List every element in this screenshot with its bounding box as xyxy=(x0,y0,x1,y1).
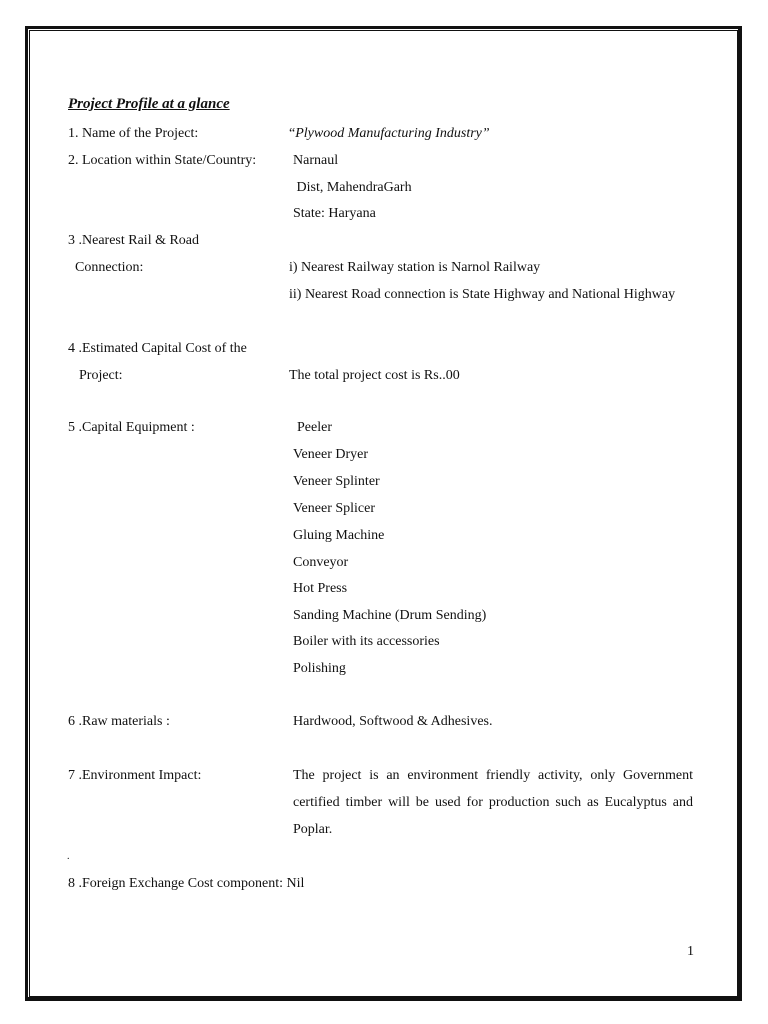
item-4-value: The total project cost is Rs..00 xyxy=(289,368,460,383)
item-1-value-text: Plywood Manufacturing Industry” xyxy=(295,126,490,141)
item-5-label: 5 .Capital Equipment : xyxy=(68,420,195,435)
item-1-label: 1. Name of the Project: xyxy=(68,126,199,141)
item-6-label: 6 .Raw materials : xyxy=(68,714,170,729)
item-4-label-line-1: 4 .Estimated Capital Cost of the xyxy=(68,341,247,356)
item-2-label: 2. Location within State/Country: xyxy=(68,153,257,168)
location-line-3: State: Haryana xyxy=(293,206,376,221)
item-3-value-paragraph: ii) Nearest Road connection is State Highway and National Highway xyxy=(289,287,676,302)
equipment-item: Veneer Dryer xyxy=(293,447,369,462)
item-3-value-line-1: i) Nearest Railway station is Narnol Railway xyxy=(289,260,541,275)
location-line-2: Dist, MahendraGarh xyxy=(293,180,412,195)
equipment-item: Gluing Machine xyxy=(293,528,385,543)
item-6-value: Hardwood, Softwood & Adhesives. xyxy=(293,714,493,729)
item-4-label-line-2: Project: xyxy=(79,368,123,383)
page-title: Project Profile at a glance xyxy=(68,96,230,112)
item-8-text: 8 .Foreign Exchange Cost component: Nil xyxy=(68,876,305,891)
item-1-open-quote: “ xyxy=(289,126,296,141)
equipment-item: Peeler xyxy=(297,420,332,435)
item-7-label: 7 .Environment Impact: xyxy=(68,768,202,783)
equipment-item: Veneer Splicer xyxy=(293,501,376,516)
equipment-item: Boiler with its accessories xyxy=(293,634,440,649)
item-3-label-line-2: Connection: xyxy=(75,260,144,275)
stray-dot: . xyxy=(67,851,70,862)
equipment-item: Veneer Splinter xyxy=(293,474,380,489)
equipment-item: Conveyor xyxy=(293,555,349,570)
location-line-1: Narnaul xyxy=(293,153,339,168)
item-7-value: The project is an environment friendly activity, only Government certified timber will be used for production such as Eucalyptus and Poplar. xyxy=(293,768,693,837)
equipment-item: Polishing xyxy=(293,661,346,676)
equipment-item: Sanding Machine (Drum Sending) xyxy=(293,608,487,623)
item-1-value xyxy=(289,126,490,142)
page-number: 1 xyxy=(687,944,694,959)
equipment-item: Hot Press xyxy=(293,581,348,596)
item-3-label-line-1: 3 .Nearest Rail & Road xyxy=(68,233,200,248)
page-border-inner xyxy=(29,30,738,997)
